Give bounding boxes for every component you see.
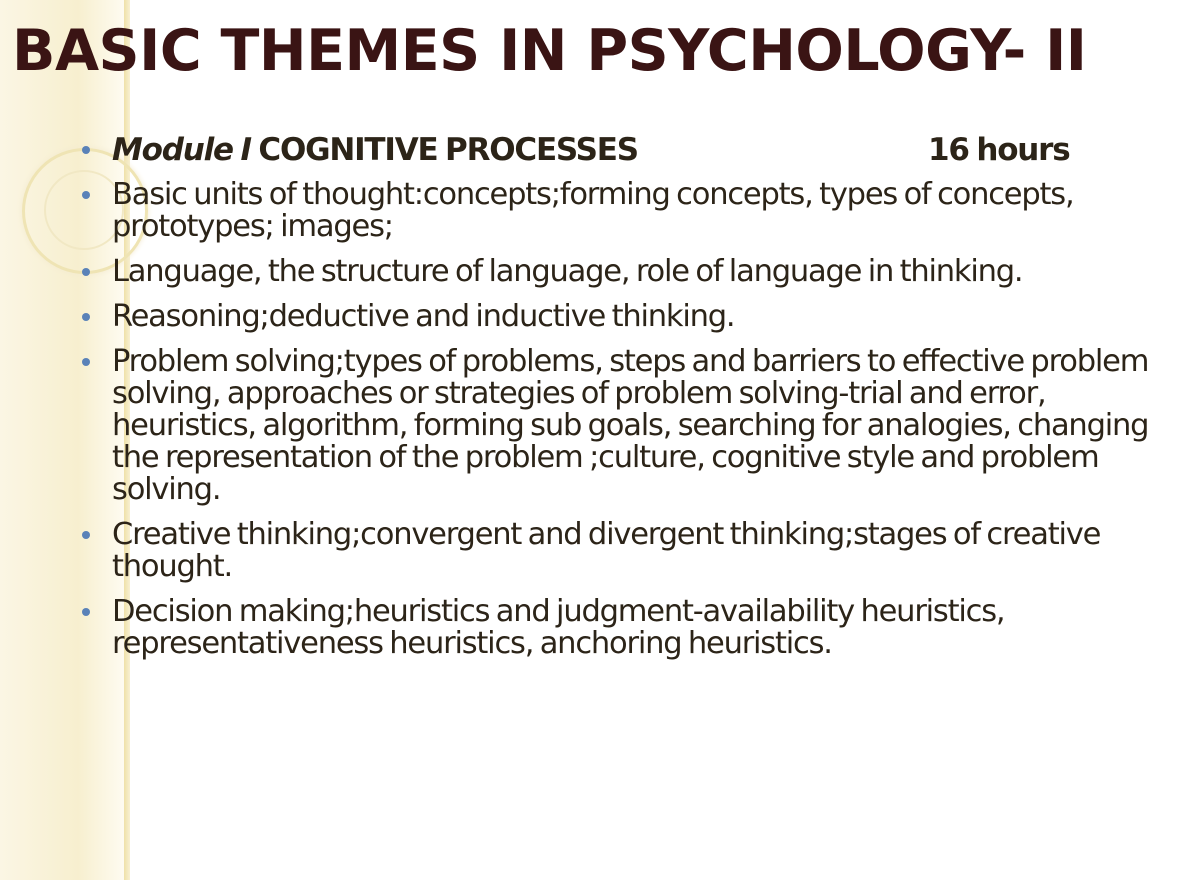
module-heading — [78, 134, 1188, 166]
bullet-icon — [82, 313, 90, 321]
module-name: COGNITIVE PROCESSES — [258, 132, 638, 168]
module-prefix: Module — [112, 132, 233, 168]
bullet-icon — [82, 358, 90, 366]
list-item-text: Creative thinking;convergent and divergent thinking;stages of creative thought. — [112, 517, 1101, 584]
list-item — [78, 519, 1188, 583]
bullet-icon — [82, 531, 90, 539]
list-item-text: Reasoning;deductive and inductive thinking. — [112, 299, 735, 334]
list-item-text: Language, the structure of language, role of language in thinking. — [112, 254, 1023, 289]
module-number: I — [240, 132, 251, 168]
list-item-text: Problem solving;types of problems, steps and barriers to effective problem solving, approaches or strategies of problem solving-trial and error, heuristics, algorithm, forming sub goals, searching for analogies, changing the representation of the problem ;culture, cognitive style and problem solving. — [112, 344, 1149, 507]
list-item-text: Basic units of thought:concepts;forming concepts, types of concepts, prototypes; images; — [112, 177, 1074, 244]
bullet-icon — [82, 608, 90, 616]
list-item — [78, 256, 1188, 288]
list-item — [78, 179, 1188, 243]
list-item-text: Decision making;heuristics and judgment-availability heuristics, representativeness heuristics, anchoring heuristics. — [112, 594, 1005, 661]
bullet-icon — [82, 191, 90, 199]
list-item — [78, 346, 1188, 506]
list-item — [78, 301, 1188, 333]
slide-title: BASIC THEMES IN PSYCHOLOGY- II — [12, 18, 1087, 84]
bullet-list — [78, 134, 1188, 673]
bullet-icon — [82, 268, 90, 276]
bullet-icon — [82, 146, 90, 154]
list-item — [78, 596, 1188, 660]
module-hours: 16 hours — [928, 132, 1070, 168]
